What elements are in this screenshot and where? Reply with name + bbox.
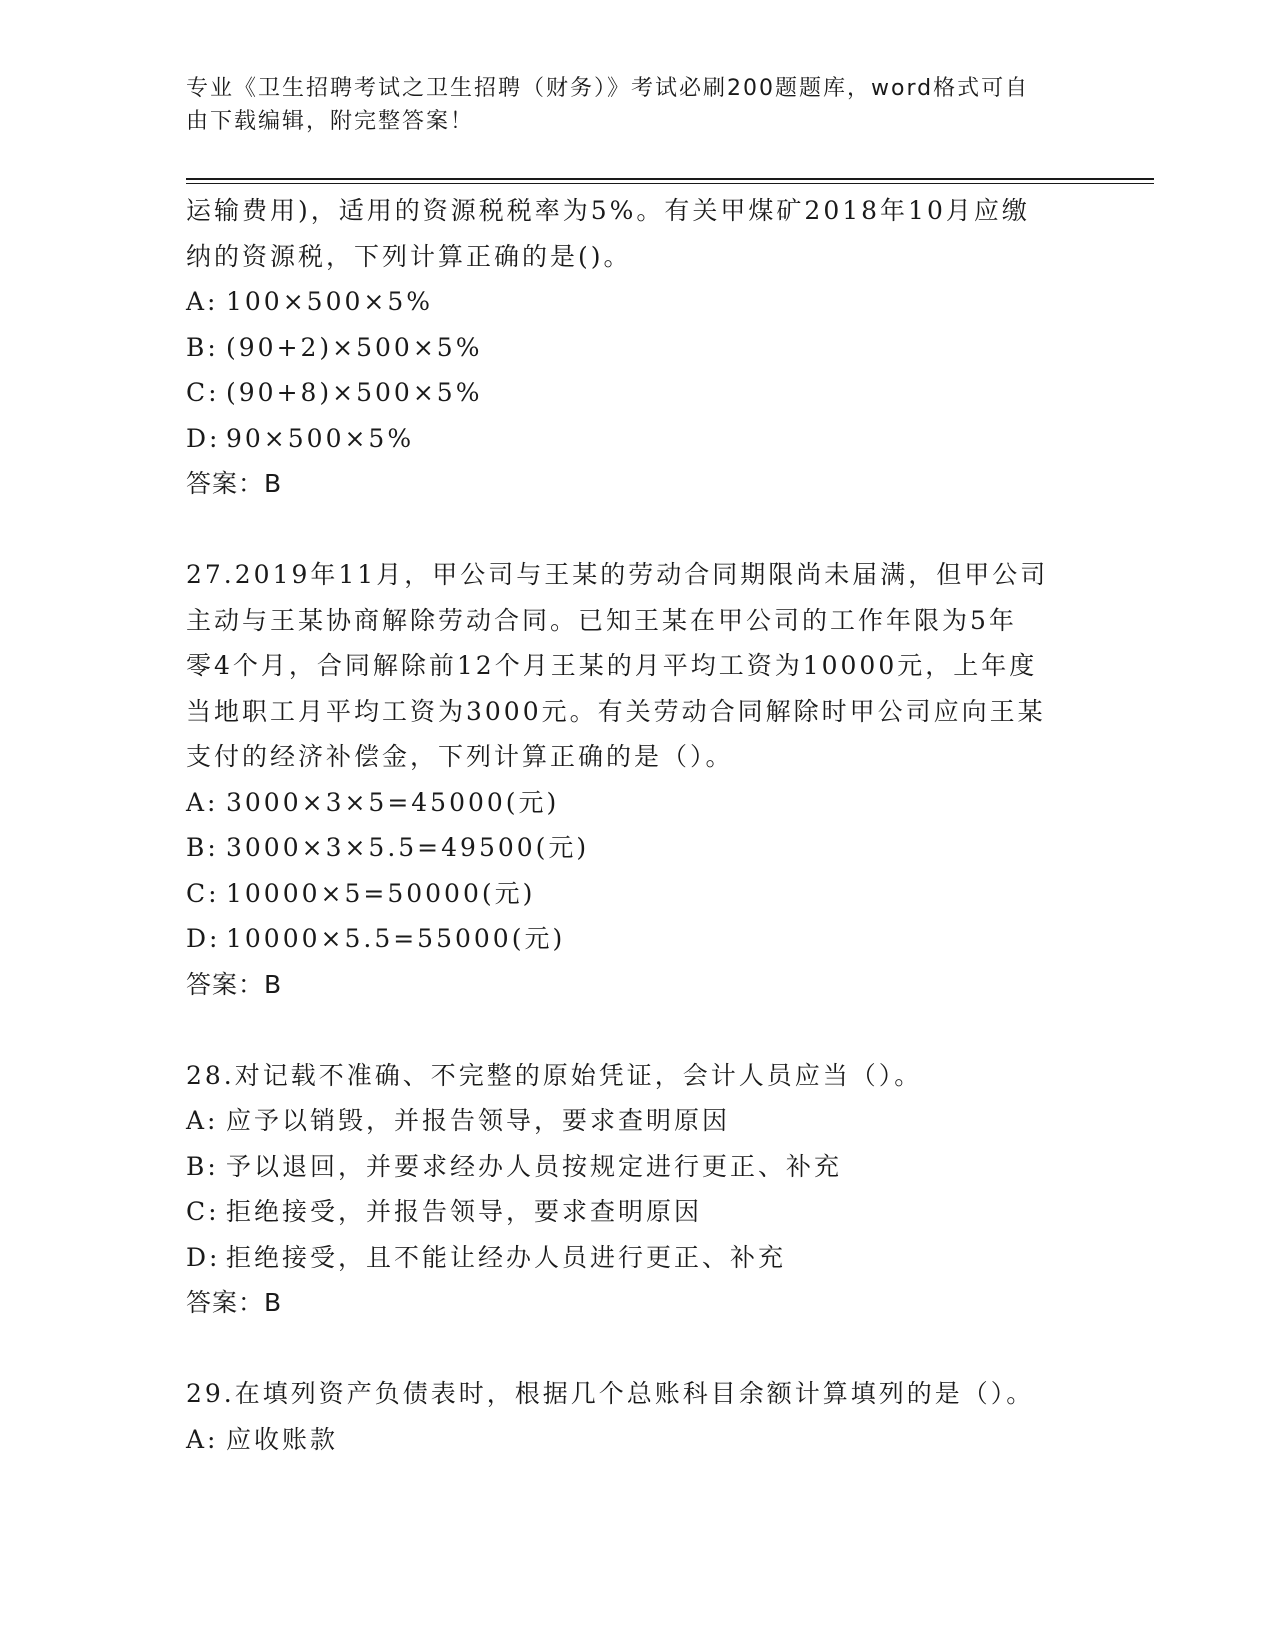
option-c — [186, 871, 1076, 917]
question-stem-line: 纳的资源税，下列计算正确的是()。 — [186, 241, 632, 271]
option-letter: D: — [186, 423, 221, 453]
answer-line: 答案：B — [186, 969, 283, 999]
header-line-2: 由下载编辑，附完整答案！ — [186, 109, 475, 134]
option-b — [186, 1144, 1076, 1190]
option-d — [186, 1235, 1076, 1281]
option-c — [186, 370, 1076, 416]
question-27 — [186, 552, 1076, 1007]
option-letter: C: — [186, 878, 220, 908]
question-stem-line: 支付的经济补偿金，下列计算正确的是（）。 — [186, 742, 734, 771]
answer-line: 答案：B — [186, 469, 283, 498]
option-letter: C: — [186, 378, 220, 407]
option-a — [186, 1098, 1076, 1144]
question-stem-line: 零4个月，合同解除前12个月王某的月平均工资为10000元，上年度 — [186, 651, 1038, 680]
question-spacer — [186, 1007, 1076, 1053]
option-text: 予以退回，并要求经办人员按规定进行更正、补充 — [226, 1151, 843, 1181]
question-26 — [186, 188, 1076, 507]
option-letter: B: — [186, 332, 219, 362]
question-spacer — [186, 1326, 1076, 1372]
document-body — [186, 188, 1076, 1462]
header-divider-thin — [186, 183, 1154, 184]
option-b — [186, 825, 1076, 871]
question-stem-line: 运输费用)，适用的资源税税率为5%。有关甲煤矿2018年10月应缴 — [186, 196, 1030, 225]
option-text: 10000×5=50000(元) — [226, 878, 536, 908]
option-text: 拒绝接受，且不能让经办人员进行更正、补充 — [226, 1242, 787, 1272]
option-text: 应予以销毁，并报告领导，要求查明原因 — [226, 1106, 731, 1135]
option-text: 10000×5.5=55000(元) — [226, 924, 566, 953]
option-letter: A: — [186, 287, 219, 316]
option-a — [186, 279, 1076, 325]
option-text: 3000×3×5=45000(元) — [226, 787, 560, 817]
option-text: 应收账款 — [226, 1424, 339, 1454]
option-text: (90+8)×500×5% — [226, 378, 483, 407]
option-letter: B: — [186, 833, 219, 862]
option-text: (90+2)×500×5% — [226, 332, 483, 362]
header-line-1: 专业《卫生招聘考试之卫生招聘（财务）》考试必刷200题题库，word格式可自 — [186, 76, 1030, 101]
question-29 — [186, 1371, 1076, 1462]
question-stem-line: 29.在填列资产负债表时，根据几个总账科目余额计算填列的是（）。 — [186, 1379, 1035, 1408]
option-letter: A: — [186, 787, 219, 817]
option-letter: D: — [186, 1242, 221, 1272]
option-d — [186, 416, 1076, 462]
option-letter: C: — [186, 1197, 220, 1226]
option-text: 3000×3×5.5=49500(元) — [226, 833, 590, 862]
option-text: 90×500×5% — [226, 423, 415, 453]
option-letter: D: — [186, 924, 221, 953]
option-a — [186, 1417, 1076, 1463]
option-text: 100×500×5% — [226, 287, 433, 316]
question-stem-line: 当地职工月平均工资为3000元。有关劳动合同解除时甲公司应向王某 — [186, 696, 1046, 726]
answer-line: 答案：B — [186, 1288, 283, 1317]
option-d — [186, 916, 1076, 962]
document-header — [186, 72, 1066, 138]
option-letter: B: — [186, 1151, 219, 1181]
question-stem-line: 27.2019年11月，甲公司与王某的劳动合同期限尚未届满，但甲公司 — [186, 560, 1049, 589]
option-letter: A: — [186, 1424, 219, 1454]
option-c — [186, 1189, 1076, 1235]
option-text: 拒绝接受，并报告领导，要求查明原因 — [226, 1197, 703, 1226]
option-b — [186, 325, 1076, 371]
question-stem-line: 28.对记载不准确、不完整的原始凭证，会计人员应当（）。 — [186, 1060, 923, 1090]
question-28 — [186, 1053, 1076, 1326]
question-stem-line: 主动与王某协商解除劳动合同。已知王某在甲公司的工作年限为5年 — [186, 605, 1017, 635]
header-divider-thick — [186, 178, 1154, 180]
option-letter: A: — [186, 1106, 219, 1135]
question-spacer — [186, 507, 1076, 553]
option-a — [186, 780, 1076, 826]
